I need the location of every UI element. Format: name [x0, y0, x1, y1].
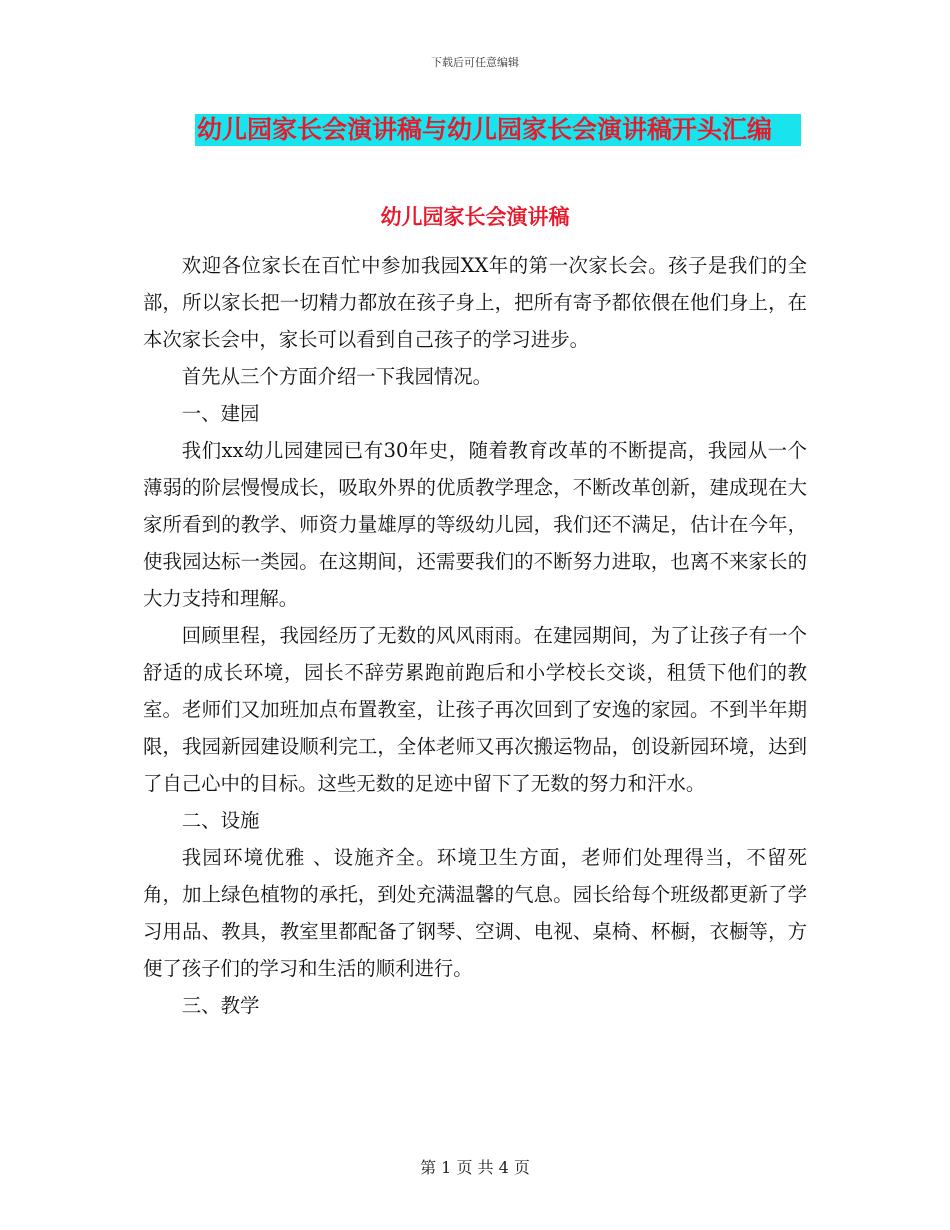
header-note: 下载后可任意编辑: [431, 56, 519, 69]
document-title: 幼儿园家长会演讲稿与幼儿园家长会演讲稿开头汇编: [197, 115, 773, 144]
section-title: 幼儿园家长会演讲稿: [380, 205, 570, 229]
heading-jianyuan: 一、建园: [181, 402, 260, 425]
paragraph-review: 回顾里程，我园经历了无数的风风雨雨。在建园期间，为了让孩子有一个舒适的成长环境，园长不辞劳累跑前跑后和小学校长交谈，租赁下他们的教室。老师们又加班加点布置教室，让孩子再次回到了安逸的家园。不到半年期限，我园新园建设顺利完工，全体老师又再次搬运物品，创设新园环境，达到了自己心中的目标。这些无数的足迹中留下了无数的努力和汗水。: [143, 624, 807, 795]
paragraph-intro: 欢迎各位家长在百忙中参加我园XX年的第一次家长会。孩子是我们的全部，所以家长把一切精力都放在孩子身上，把所有寄予都依偎在他们身上，在本次家长会中，家长可以看到自己孩子的学习进步。: [143, 254, 807, 351]
heading-sheshi: 二、设施: [181, 809, 260, 832]
paragraph-overview: 首先从三个方面介绍一下我园情况。: [181, 365, 493, 388]
page-footer: 第 1 页 共 4 页: [420, 1158, 530, 1177]
document-body: [143, 247, 807, 1024]
paragraph-facilities: 我园环境优雅 、设施齐全。环境卫生方面，老师们处理得当，不留死角，加上绿色植物的承托，到处充满温馨的气息。园长给每个班级都更新了学习用品、教具，教室里都配备了钢琴、空调、电视、桌椅、杯橱，衣橱等，方便了孩子们的学习和生活的顺利进行。: [143, 846, 807, 980]
paragraph-history: 我们xx幼儿园建园已有30年史，随着教育改革的不断提高，我园从一个薄弱的阶层慢慢成长，吸取外界的优质教学理念，不断改革创新，建成现在大家所看到的教学、师资力量雄厚的等级幼儿园，我们还不满足，估计在今年，使我园达标一类园。在这期间，还需要我们的不断努力进取，也离不来家长的大力支持和理解。: [143, 439, 807, 610]
heading-jiaoxue: 三、教学: [181, 994, 260, 1017]
